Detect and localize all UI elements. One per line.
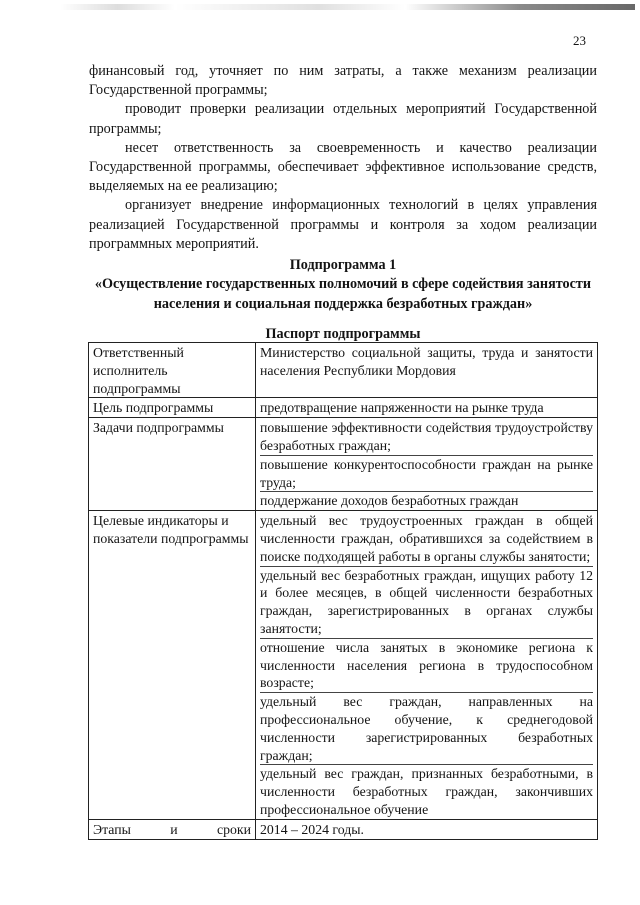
passport-table — [88, 342, 598, 840]
table-row — [89, 398, 598, 418]
value-item: удельный вес безработных граждан, ищущих работу 12 и более месяцев, в общей численности безработных граждан, зарегистрированных в органах службы занятости; — [260, 567, 593, 639]
passport-heading: Паспорт подпрограммы — [265, 326, 421, 342]
value-item: удельный вес граждан, признанных безработными, в численности безработных граждан, закончивших профессиональное обучение — [260, 766, 593, 817]
row-value — [256, 343, 598, 398]
row-label: Этапы и сроки — [89, 819, 256, 839]
row-value — [256, 418, 598, 511]
subprogram-heading: Подпрограмма 1 — [289, 257, 397, 273]
scan-artifact — [60, 4, 635, 10]
value-item: Министерство социальной защиты, труда и занятости населения Республики Мордовия — [260, 345, 593, 378]
paragraph: финансовый год, уточняет по ним затраты, а также механизм реализации Государственной программы; — [89, 63, 597, 99]
row-value — [256, 398, 598, 418]
row-value — [256, 511, 598, 820]
table-row — [89, 343, 598, 398]
value-item: удельный вес граждан, направленных на профессиональное обучение, к среднегодовой численности зарегистрированных безработных граждан; — [260, 693, 593, 765]
value-item: отношение числа занятых в экономике региона к численности населения региона в трудоспособном возрасте; — [260, 639, 593, 693]
row-label: Ответственный исполнитель подпрограммы — [89, 343, 256, 398]
value-item: предотвращение напряженности на рынке труда — [260, 400, 544, 416]
row-label: Целевые индикаторы и показатели подпрограммы — [89, 511, 256, 820]
value-item: повышение эффективности содействия трудоустройству безработных граждан; — [260, 419, 593, 456]
value-item: поддержание доходов безработных граждан — [260, 493, 519, 509]
paragraph: организует внедрение информационных технологий в целях управления реализацией Государственной программы и контроля за ходом реализации программных мероприятий. — [89, 197, 597, 252]
table-row — [89, 418, 598, 511]
paragraph: несет ответственность за своевременность и качество реализации Государственной программы, обеспечивает эффективное использование средств, выделяемых на ее реализацию; — [89, 139, 597, 195]
intro-text — [89, 62, 597, 254]
row-label: Задачи подпрограммы — [89, 418, 256, 511]
paragraph: проводит проверки реализации отдельных мероприятий Государственной программы; — [89, 101, 597, 137]
row-value — [256, 819, 598, 839]
value-item: повышение конкурентоспособности граждан на рынке труда; — [260, 456, 593, 493]
value-item: 2014 – 2024 годы. — [260, 821, 364, 837]
subprogram-title: «Осуществление государственных полномочий в сфере содействия занятости населения и социальная поддержка безработных граждан» — [94, 276, 592, 312]
table-row — [89, 819, 598, 839]
table-row — [89, 511, 598, 820]
page-number: 23 — [573, 33, 586, 48]
value-item: удельный вес трудоустроенных граждан в общей численности граждан, обратившихся за содействием в поиске подходящей работы в органы службы занятости; — [260, 512, 593, 566]
row-label: Цель подпрограммы — [89, 398, 256, 418]
